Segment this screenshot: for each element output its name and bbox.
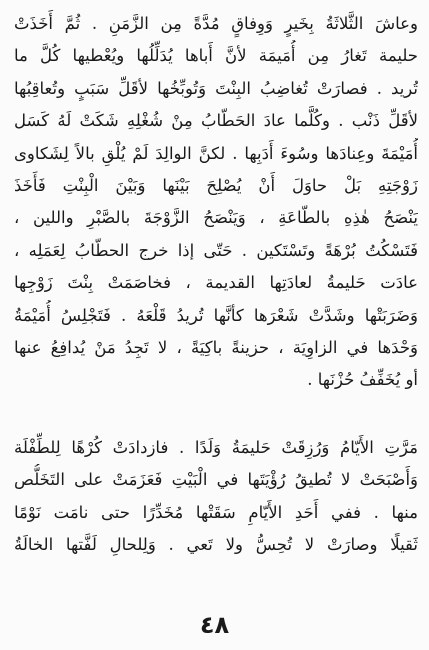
text-line: عادَت حَليمةُ لعادَتِها القديمة ، فخاصَمَتْ بِنْتَ زَوْجِها (14, 273, 418, 293)
text-line: ثَقيلًا وصارَتْ لا تُحِسُّ ولا تَعي . وَلِلحالِ لَفَّتها الخالَةُ (14, 535, 418, 555)
text-line: وَضَرَبَتْها وشَدَّتْ شَعْرَها كأنَّها تُريدُ قَلْعَهُ . فَتَجْلِسُ أُمَيْمَةُ (14, 305, 418, 325)
text-line: وعاشَ الثَّلاثَةُ بِخَيرٍ وَوِفاقٍ مُدَّةً مِن الزَّمَنِ . ثُمَّ أَخَذَتْ (14, 14, 418, 33)
text-line: وَأَصْبَحَتْ لا تُطيقُ رُؤْيَتَها في الْبَيْتِ فَعَزَمَتْ على التَخَلُّص (14, 470, 418, 490)
text-line: فَتَسْكُتُ بُرْهَةً وتَسْتَكين . حَتّى إذا خرج الحطّابُ لِعَمَلِه ، (14, 240, 418, 260)
text-line: حليمة تَغارُ مِن أُمَيمَة لأنَّ أَباها يُدَلِّلُها ويُعْطيها كُلَّ ما (14, 46, 418, 66)
paragraph-1 (14, 8, 418, 397)
text-line: زَوْجَتِهِ بَلْ حاوَلَ أَنْ يُصْلِحَ بَيْنَها وَبَيْنَ الْبِنْتِ فَأَخَذَ (14, 175, 418, 195)
text-line: تُريد . فصارَتْ تُغاضِبُ البِنْتَ وَتُوبِّخُها لأقَلِّ سَبَبٍ وتُعاقِبُها (14, 78, 418, 98)
paragraph-2 (14, 432, 418, 562)
text-line: يَنْصَحُ هٰذِهِ بالطّاعَةِ ، وَيَنْصَحُ الزَّوْجَةَ بالصَّبْرِ واللين ، (14, 208, 418, 228)
text-line: أو يُخَفِّفُ حُزْنَها . (307, 370, 418, 390)
page-number: ٤٨ (199, 611, 230, 639)
text-line: مَرَّتِ الأَيّامُ وَرُزِقَتْ حَليمَةُ وَلَدًا . فازدادَتْ كُرْهًا لِلطِّفْلَة (14, 438, 418, 457)
text-line: منها . ففي أَحَدِ الأَيّامِ سَقَتْها مُخَدِّرًا حتى نامَت نَوْمًا (14, 502, 418, 522)
text-line: لأقَلِّ ذَنْب . وكُلَّما عادَ الحَطّابُ مِنْ شُغْلِهِ شَكَتْ لَهُ كَسَل (14, 111, 418, 131)
text-line: أُمَيْمَةَ وعِنادَها وسُوءَ أَدَبِها . لكنَّ الوالِدَ لَمْ يُلْقِ بالاً لِشَكاوى (14, 143, 418, 163)
text-line: وَحْدَها في الزاوِيَة ، حزينةً باكِيَةً ، لا تَجِدُ مَنْ يُدافِعُ عنها (14, 337, 418, 357)
